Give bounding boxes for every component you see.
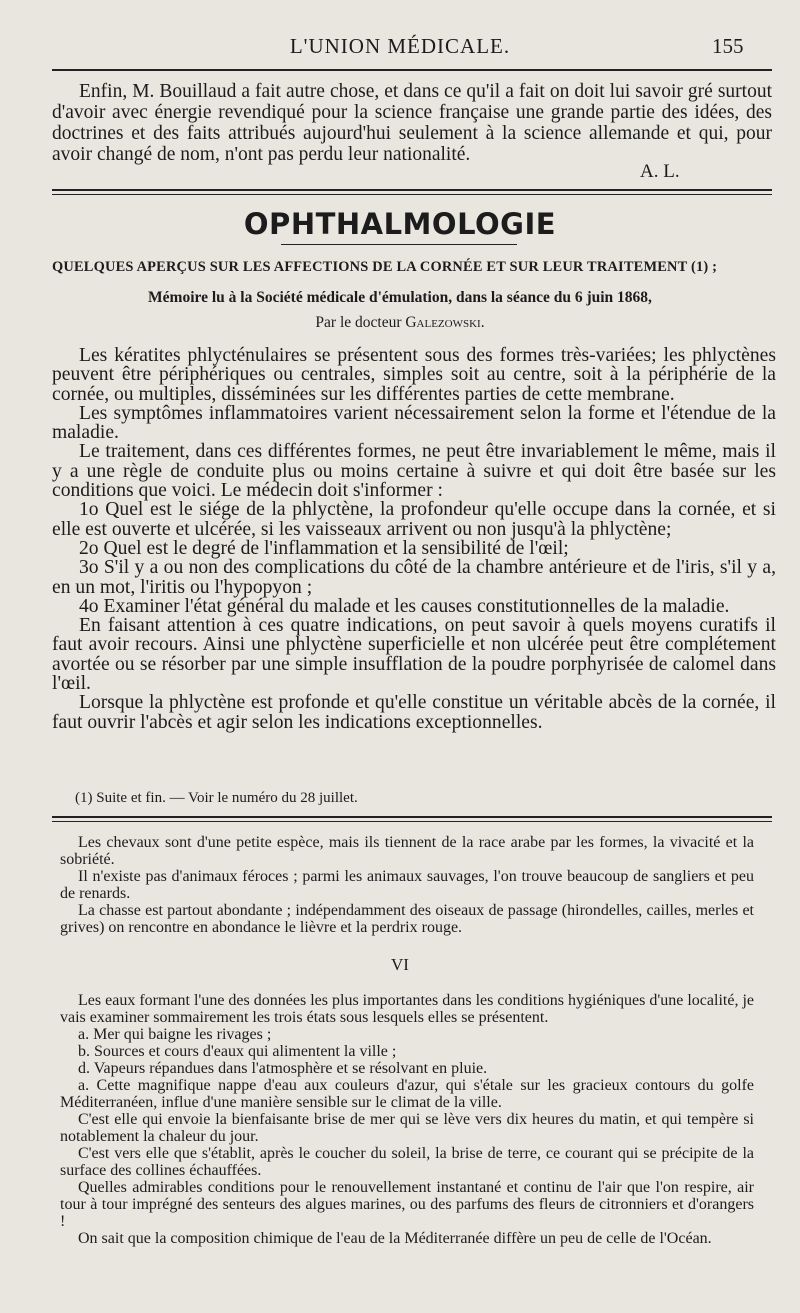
feuilleton-paragraph: b. Sources et cours d'eaux qui alimentent la ville ; xyxy=(78,1043,397,1060)
intro-paragraph: Enfin, M. Bouillaud a fait autre chose, et dans ce qu'il a fait on doit lui savoir gré surtout d'avoir avec énergie revendiqué pour la science française une grande partie des idées, des doctrines et des faits attribués aujourd'hui seulement à la science allemande et qui, pour avoir changé de nom, n'ont pas perdu leur nationalité. xyxy=(52,81,772,165)
title-underline xyxy=(281,244,517,245)
section-title: OPHTHALMOLOGIE xyxy=(243,207,557,241)
feuilleton-paragraph: On sait que la composition chimique de l'eau de la Méditerranée diffère un peu de celle de l'Océan. xyxy=(78,1230,712,1247)
signature: A. L. xyxy=(640,161,680,182)
feuilleton-block-2 xyxy=(60,992,754,1247)
author-line xyxy=(0,314,800,332)
feuilleton-paragraph: Les eaux formant l'une des données les plus importantes dans les conditions hygiéniques d'une localité, je vais examiner sommairement les trois états sous lesquels elles se présentent. xyxy=(60,992,754,1026)
section-number: VI xyxy=(391,955,409,974)
feuilleton-paragraph: C'est vers elle que s'établit, après le coucher du soleil, la brise de terre, ce courant qui se précipite de la surface des collines échauffées. xyxy=(60,1145,754,1179)
article-paragraph: 3o S'il y a ou non des complications du côté de la chambre antérieure et de l'iris, s'il y a, en un mot, l'iritis ou l'hypopyon ; xyxy=(52,557,776,598)
article-paragraph: Lorsque la phlyctène est profonde et qu'elle constitue un véritable abcès de la cornée, il faut ouvrir l'abcès et agir selon les indications exceptionnelles. xyxy=(52,692,776,733)
section-rule-top xyxy=(52,189,772,191)
article-paragraph: 4o Examiner l'état général du malade et les causes constitutionnelles de la maladie. xyxy=(79,595,730,617)
feuilleton-paragraph: d. Vapeurs répandues dans l'atmosphère et se résolvant en pluie. xyxy=(78,1060,488,1077)
header-rule xyxy=(52,69,772,71)
article-paragraph: Les symptômes inflammatoires varient nécessairement selon la forme et l'étendue de la maladie. xyxy=(52,402,776,444)
article-paragraph: Le traitement, dans ces différentes formes, ne peut être invariablement le même, mais il y a une règle de conduite plus ou moins certaine à suivre et qui doit être basée sur les conditions que voici. Le médecin doit s'informer : xyxy=(52,441,776,502)
section-rule-top-thin xyxy=(52,194,772,195)
article-paragraph: 2o Quel est le degré de l'inflammation et la sensibilité de l'œil; xyxy=(79,537,569,559)
footnote: (1) Suite et fin. — Voir le numéro du 28 juillet. xyxy=(75,790,358,806)
feuilleton-paragraph: C'est elle qui envoie la bienfaisante brise de mer qui se lève vers dix heures du matin, et qui tempère si notablement la chaleur du jour. xyxy=(60,1111,754,1145)
feuilleton-paragraph: Il n'existe pas d'animaux féroces ; parmi les animaux sauvages, l'on trouve beaucoup de sangliers et peu de renards. xyxy=(60,868,754,902)
article-paragraph: Les kératites phlycténulaires se présentent sous des formes très-variées; les phlyctènes peuvent être périphériques ou centrales, simples soit au centre, soit à la périphérie de la cornée, ou multiples, disséminées sur les différentes parties de cette membrane. xyxy=(52,345,776,405)
author-name: Galezowski. xyxy=(405,314,485,331)
page-number: 155 xyxy=(712,34,744,58)
feuilleton-paragraph: a. Cette magnifique nappe d'eau aux couleurs d'azur, qui s'étale sur les gracieux contours du golfe Méditerranéen, influe d'une manière sensible sur le climat de la ville. xyxy=(60,1077,754,1111)
article-body xyxy=(52,346,776,732)
article-paragraph: En faisant attention à ces quatre indications, on peut savoir à quels moyens curatifs il faut avoir recours. Ainsi une phlyctène superficielle et non ulcérée peut être complétement avortée ou se résorber par une simple insufflation de la poudre porphyrisée de calomel dans l'œil. xyxy=(52,615,776,695)
feuilleton-paragraph: Quelles admirables conditions pour le renouvellement instantané et continu de l'air que l'on respire, air tour à tour imprégné des senteurs des algues marines, ou des parfums des fleurs de citronniers et d'orangers ! xyxy=(60,1179,754,1230)
feuilleton-paragraph: La chasse est partout abondante ; indépendamment des oiseaux de passage (hirondelles, cailles, merles et grives) on rencontre en abondance le lièvre et la perdrix rouge. xyxy=(60,902,754,936)
article-subtitle: QUELQUES APERÇUS SUR LES AFFECTIONS DE LA CORNÉE ET SUR LEUR TRAITEMENT (1) ; xyxy=(52,259,718,275)
author-prefix: Par le docteur xyxy=(315,314,402,331)
memoire-line: Mémoire lu à la Société médicale d'émulation, dans la séance du 6 juin 1868, xyxy=(148,289,652,306)
feuilleton-block xyxy=(60,834,754,936)
feuilleton-paragraph: Les chevaux sont d'une petite espèce, mais ils tiennent de la race arabe par les formes, la vivacité et la sobriété. xyxy=(60,834,754,868)
feuilleton-rule xyxy=(52,816,772,818)
article-paragraph: 1o Quel est le siége de la phlyctène, la profondeur qu'elle occupe dans la cornée, et si elle est ouverte et ulcérée, si les vaisseaux arrivent ou non jusqu'à la phlyctène; xyxy=(52,499,776,540)
running-header-title: L'UNION MÉDICALE. xyxy=(289,34,511,58)
feuilleton-paragraph: a. Mer qui baigne les rivages ; xyxy=(78,1026,272,1043)
feuilleton-rule-thin xyxy=(52,821,772,822)
